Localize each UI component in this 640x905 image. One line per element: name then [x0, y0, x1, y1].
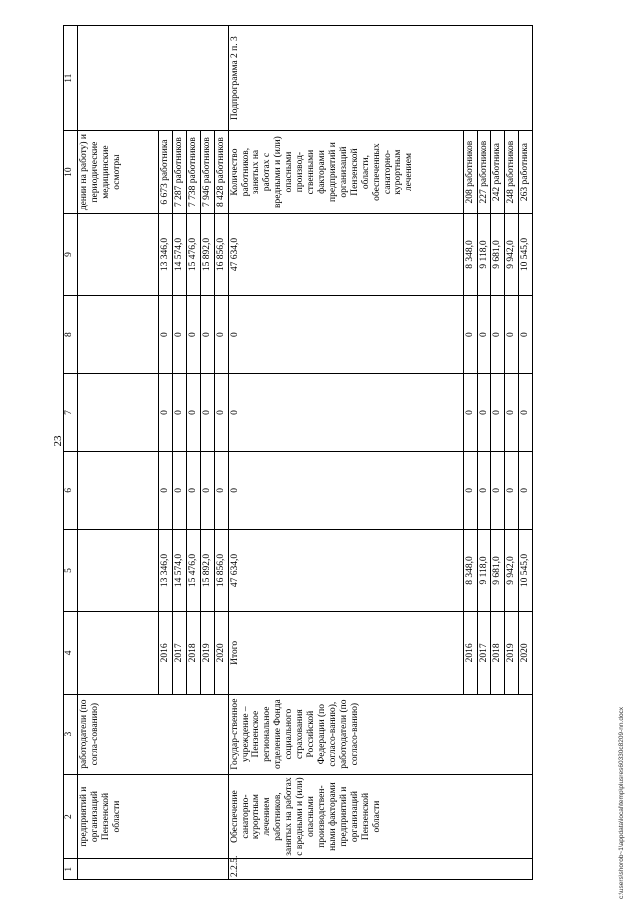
indicator-cell: 248 работников: [505, 131, 519, 213]
col-header: 4: [64, 612, 78, 694]
year-cell: 2017: [477, 612, 491, 694]
cont-activity: предприятий и организаций Пензенской области: [78, 774, 229, 859]
value-cell: 10 545,0: [519, 213, 533, 295]
col-header: 5: [64, 529, 78, 611]
cont-indicator-intro: дении на работу) и периодические медицинские осмотры: [78, 131, 159, 213]
value-cell: 0: [172, 451, 186, 529]
rotated-table-area: [63, 25, 578, 880]
value-cell: 0: [159, 451, 173, 529]
value-cell: 0: [477, 374, 491, 452]
page-number: 23: [52, 435, 64, 447]
cell-empty: [78, 374, 159, 452]
year-cell: 2020: [519, 612, 533, 694]
value-cell: 14 574,0: [172, 529, 186, 611]
value-cell: 0: [214, 296, 228, 374]
item-activity: Обеспечение санаторно-курортным лечением работников, занятых на работах с вредными и (или) опасными производствен-ными факторами предприятий и организаций Пензенской области: [228, 774, 533, 859]
indicator-cell: 227 работников: [477, 131, 491, 213]
indicator-cell: 8 428 работников: [214, 131, 228, 213]
value-cell: 0: [200, 296, 214, 374]
value-cell: 16 856,0: [214, 529, 228, 611]
value-cell: 13 346,0: [159, 213, 173, 295]
value-cell: 9 942,0: [505, 213, 519, 295]
program-table: [63, 25, 533, 880]
value-cell: 15 892,0: [200, 529, 214, 611]
item-indicator: Количество работников, занятых на работах с вредными и (или) опасными производ-ственными факторами предприятий и организаций Пензенской области, обеспеченных санаторно-курортным лечением: [228, 131, 463, 213]
value-cell: 8 348,0: [463, 213, 477, 295]
col-header: 10: [64, 131, 78, 213]
year-cell: 2019: [505, 612, 519, 694]
value-cell: 0: [519, 374, 533, 452]
col-header: 11: [64, 26, 78, 131]
value-cell: 0: [491, 451, 505, 529]
indicator-cell: 242 работника: [491, 131, 505, 213]
total-value: 0: [228, 296, 463, 374]
value-cell: 0: [505, 374, 519, 452]
value-cell: 0: [477, 296, 491, 374]
value-cell: 0: [214, 451, 228, 529]
value-cell: 0: [463, 296, 477, 374]
indicator-cell: 7 738 работников: [186, 131, 200, 213]
value-cell: 0: [172, 296, 186, 374]
value-cell: 16 856,0: [214, 213, 228, 295]
cell-empty: [78, 529, 159, 611]
value-cell: 8 348,0: [463, 529, 477, 611]
cont-executor: работодатели (по согла-сованию): [78, 694, 229, 774]
cell-empty: [78, 451, 159, 529]
col-header: 8: [64, 296, 78, 374]
year-cell: 2016: [159, 612, 173, 694]
table-row: [78, 26, 159, 880]
item-number: 2.2.5.: [228, 859, 533, 880]
year-cell: 2020: [214, 612, 228, 694]
col-header: 2: [64, 774, 78, 859]
indicator-cell: 7 946 работников: [200, 131, 214, 213]
table-row: [228, 26, 463, 880]
value-cell: 0: [172, 374, 186, 452]
value-cell: 0: [200, 451, 214, 529]
value-cell: 9 118,0: [477, 529, 491, 611]
value-cell: 9 681,0: [491, 529, 505, 611]
value-cell: 0: [463, 374, 477, 452]
value-cell: 9 942,0: [505, 529, 519, 611]
indicator-cell: 263 работника: [519, 131, 533, 213]
value-cell: 0: [186, 296, 200, 374]
value-cell: 15 476,0: [186, 213, 200, 295]
cell-empty: [78, 213, 159, 295]
value-cell: 0: [477, 451, 491, 529]
col-header: 7: [64, 374, 78, 452]
indicator-cell: 6 673 работника: [159, 131, 173, 213]
year-cell: 2019: [200, 612, 214, 694]
year-cell: 2016: [463, 612, 477, 694]
year-cell: 2018: [491, 612, 505, 694]
year-cell: 2018: [186, 612, 200, 694]
cell-empty: [78, 612, 159, 694]
value-cell: 15 476,0: [186, 529, 200, 611]
value-cell: 0: [491, 374, 505, 452]
total-value: 47 634,0: [228, 213, 463, 295]
value-cell: 13 346,0: [159, 529, 173, 611]
total-value: 47 634,0: [228, 529, 463, 611]
col-header: 1: [64, 859, 78, 880]
value-cell: 9 681,0: [491, 213, 505, 295]
indicator-cell: 208 работников: [463, 131, 477, 213]
cell-empty: [78, 26, 229, 131]
value-cell: 14 574,0: [172, 213, 186, 295]
value-cell: 0: [519, 451, 533, 529]
year-cell: 2017: [172, 612, 186, 694]
footer-path: c:\users\shorob~1\appdata\local\temp\plusres60330c8209-nn.docx: [618, 706, 625, 899]
total-label: Итого: [228, 612, 463, 694]
item-subprogram: Подпрограмма 2 п. 3: [228, 26, 533, 131]
header-row: [64, 26, 78, 880]
total-value: 0: [228, 374, 463, 452]
value-cell: 0: [214, 374, 228, 452]
total-value: 0: [228, 451, 463, 529]
value-cell: 0: [505, 296, 519, 374]
value-cell: 9 118,0: [477, 213, 491, 295]
value-cell: 0: [186, 374, 200, 452]
value-cell: 10 545,0: [519, 529, 533, 611]
value-cell: 15 892,0: [200, 213, 214, 295]
col-header: 3: [64, 694, 78, 774]
value-cell: 0: [159, 374, 173, 452]
value-cell: 0: [491, 296, 505, 374]
value-cell: 0: [200, 374, 214, 452]
indicator-cell: 7 287 работников: [172, 131, 186, 213]
col-header: 9: [64, 213, 78, 295]
value-cell: 0: [159, 296, 173, 374]
cell-empty: [78, 296, 159, 374]
col-header: 6: [64, 451, 78, 529]
value-cell: 0: [463, 451, 477, 529]
value-cell: 0: [186, 451, 200, 529]
item-executor: Государ-ственное учреждение – Пензенское региональное отделение Фонда социального страхования Российской Федерации (по согласо-ванию), работодатели (по согласо-ванию): [228, 694, 533, 774]
cell-num: [78, 859, 229, 880]
value-cell: 0: [505, 451, 519, 529]
value-cell: 0: [519, 296, 533, 374]
